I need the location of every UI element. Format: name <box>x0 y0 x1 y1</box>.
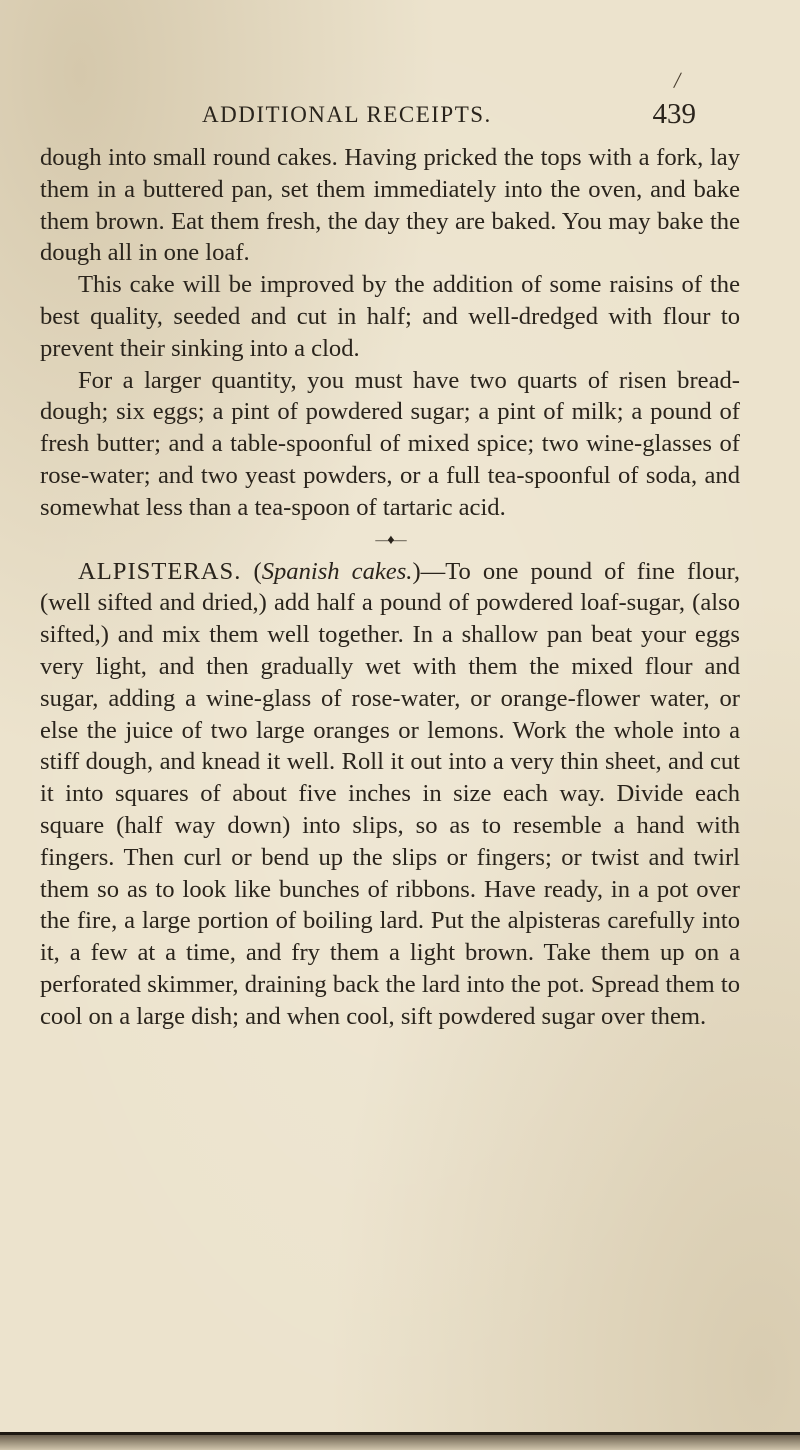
section-divider: —♦— <box>375 532 405 548</box>
recipe-subtitle-open: ( <box>253 557 262 585</box>
recipe-text: To one pound of fine flour, (well sifted and dried,) add half a pound of powdered loaf-sugar, (also sifted,) and mix them well together. In a shallow pan beat your eggs very light, and then gradually wet with them the mixed flour and sugar, adding a wine-glass of rose-water, or orange-flower water, or else the juice of two large oranges or lemons. Work the whole into a stiff dough, and knead it well. Roll it out into a very thin sheet, and cut it into squares of about five inches in size each way. Divide each square (half way down) into slips, so as to resemble a hand with fingers. Then curl or bend up the slips or fingers; or twist and twirl them so as to look like bunches of ribbons. Have ready, in a pot over the fire, a large portion of boiling lard. Put the alpisteras carefully into it, a few at a time, and fry them a light brown. Take them up on a perforated skimmer, draining back the lard into the pot. Spread them to cool on a large dish; and when cool, sift powdered sugar over them. <box>40 557 740 1030</box>
running-head: ADDITIONAL RECEIPTS. <box>202 102 492 127</box>
page-header <box>120 67 700 130</box>
paragraph-continuation: dough into small round cakes. Having pricked the tops with a fork, lay them in a buttered pan, set them immediately into the oven, and bake them brown. Eat them fresh, the day they are baked. You may bake the dough all in one loaf. <box>40 144 740 267</box>
page-bottom-shadow <box>0 1435 800 1450</box>
corner-pencil-mark: / <box>672 67 683 95</box>
recipe-subtitle: Spanish cakes. <box>261 557 413 585</box>
paragraph-raisins: This cake will be improved by the addition of some raisins of the best quality, seeded and cut in half; and well-dredged with flour to prevent their sinking into a clod. <box>40 271 740 362</box>
recipe-alpisteras <box>40 556 740 1033</box>
recipe-subtitle-close: )— <box>412 557 446 585</box>
recipe-title: ALPISTERAS. <box>78 557 242 585</box>
paragraph-larger-quantity: For a larger quantity, you must have two quarts of risen bread-dough; six eggs; a pint of powdered sugar; a pint of milk; a pound of fresh butter; and a table-spoonful of mixed spice; two wine-glasses of rose-water; and two yeast powders, or a full tea-spoonful of soda, and somewhat less than a tea-spoon of tartaric acid. <box>40 366 740 521</box>
page-number: 439 <box>652 98 696 130</box>
body-text <box>40 142 740 1033</box>
